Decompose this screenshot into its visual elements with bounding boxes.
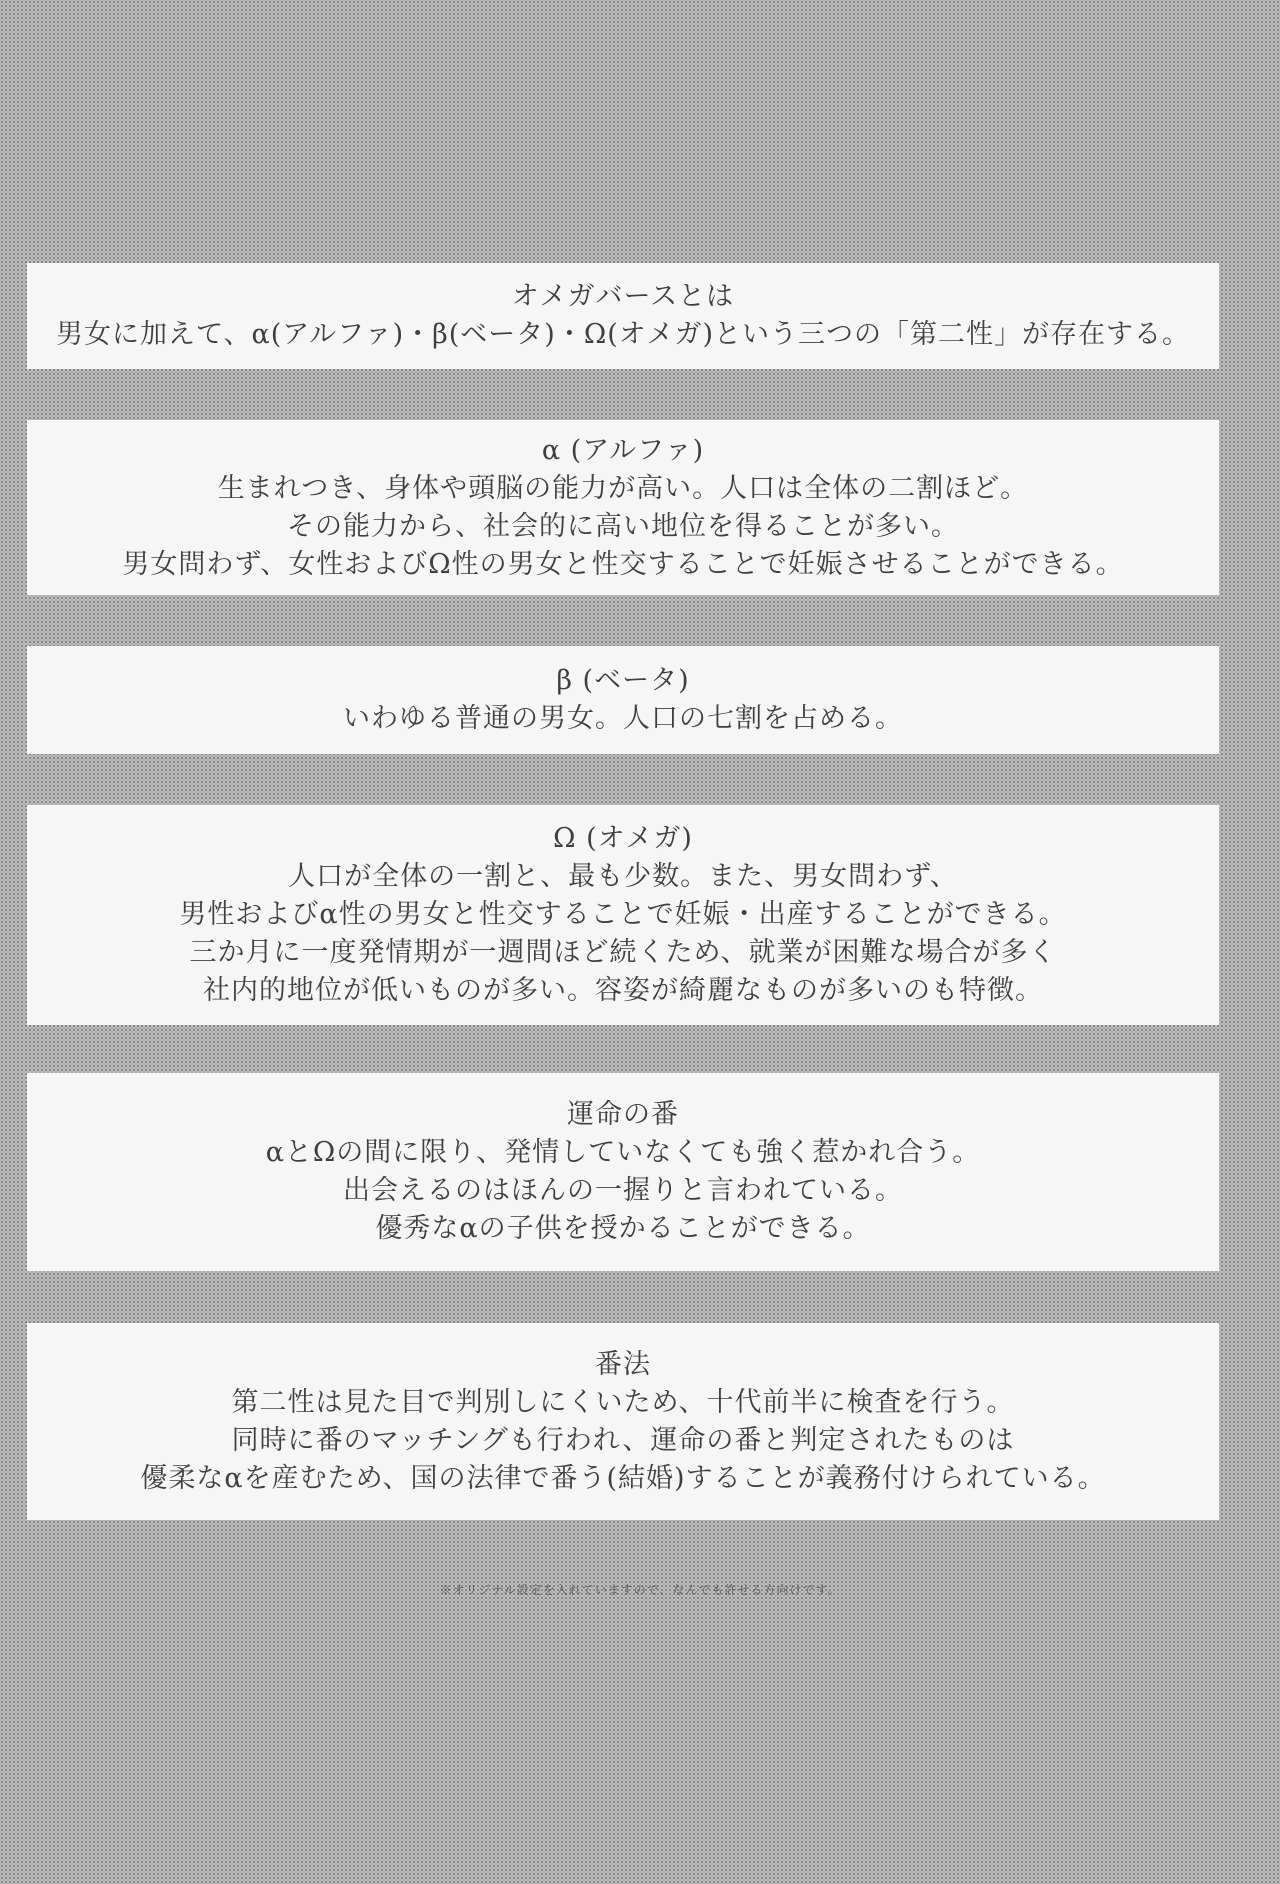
section-line: 男女問わず、女性およびΩ性の男女と性交することで妊娠させることができる。 xyxy=(122,548,1124,580)
section-heading: 運命の番 xyxy=(567,1099,679,1130)
section-line: 生まれつき、身体や頭脳の能力が高い。人口は全体の二割ほど。 xyxy=(217,472,1029,504)
section-line: 人口が全体の一割と、最も少数。また、男女問わず、 xyxy=(288,861,958,892)
section-heading: β (ベータ) xyxy=(556,665,690,696)
section-line: 優秀なαの子供を授かることができる。 xyxy=(375,1213,871,1244)
section-alpha xyxy=(27,420,1219,595)
section-omega xyxy=(27,805,1219,1025)
footer-note: ※オリジナル設定を入れていますので、なんでも許せる方向けです。 xyxy=(439,1583,841,1597)
section-pair-law xyxy=(27,1323,1219,1520)
section-line: 同時に番のマッチングも行われ、運命の番と判定されたものは xyxy=(231,1424,1015,1456)
section-heading: 番法 xyxy=(595,1348,651,1380)
section-heading: Ω (オメガ) xyxy=(553,823,693,854)
section-heading: α (アルファ) xyxy=(541,434,705,466)
section-line: 出会えるのはほんの一握りと言われている。 xyxy=(343,1175,903,1206)
section-line: 三か月に一度発情期が一週間ほど続くため、就業が困難な場合が多く xyxy=(189,937,1057,968)
section-line: 社内的地位が低いものが多い。容姿が綺麗なものが多いのも特徴。 xyxy=(203,975,1043,1006)
section-omegaverse-intro xyxy=(27,263,1219,369)
section-line: 男性およびα性の男女と性交することで妊娠・出産することができる。 xyxy=(179,899,1067,930)
section-line: いわゆる普通の男女。人口の七割を占める。 xyxy=(343,703,903,734)
section-line: その能力から、社会的に高い地位を得ることが多い。 xyxy=(287,510,959,542)
section-heading: オメガバースとは xyxy=(511,281,735,312)
section-line: 優柔なαを産むため、国の法律で番う(結婚)することが義務付けられている。 xyxy=(140,1462,1106,1494)
section-line: 第二性は見た目で判別しにくいため、十代前半に検査を行う。 xyxy=(231,1386,1015,1418)
section-line: αとΩの間に限り、発情していなくても強く惹かれ合う。 xyxy=(265,1137,981,1168)
section-fated-pair xyxy=(27,1073,1219,1271)
section-beta xyxy=(27,646,1219,754)
section-line: 男女に加えて、α(アルファ)・β(ベータ)・Ω(オメガ)という三つの「第二性」が存在する。 xyxy=(56,319,1190,350)
